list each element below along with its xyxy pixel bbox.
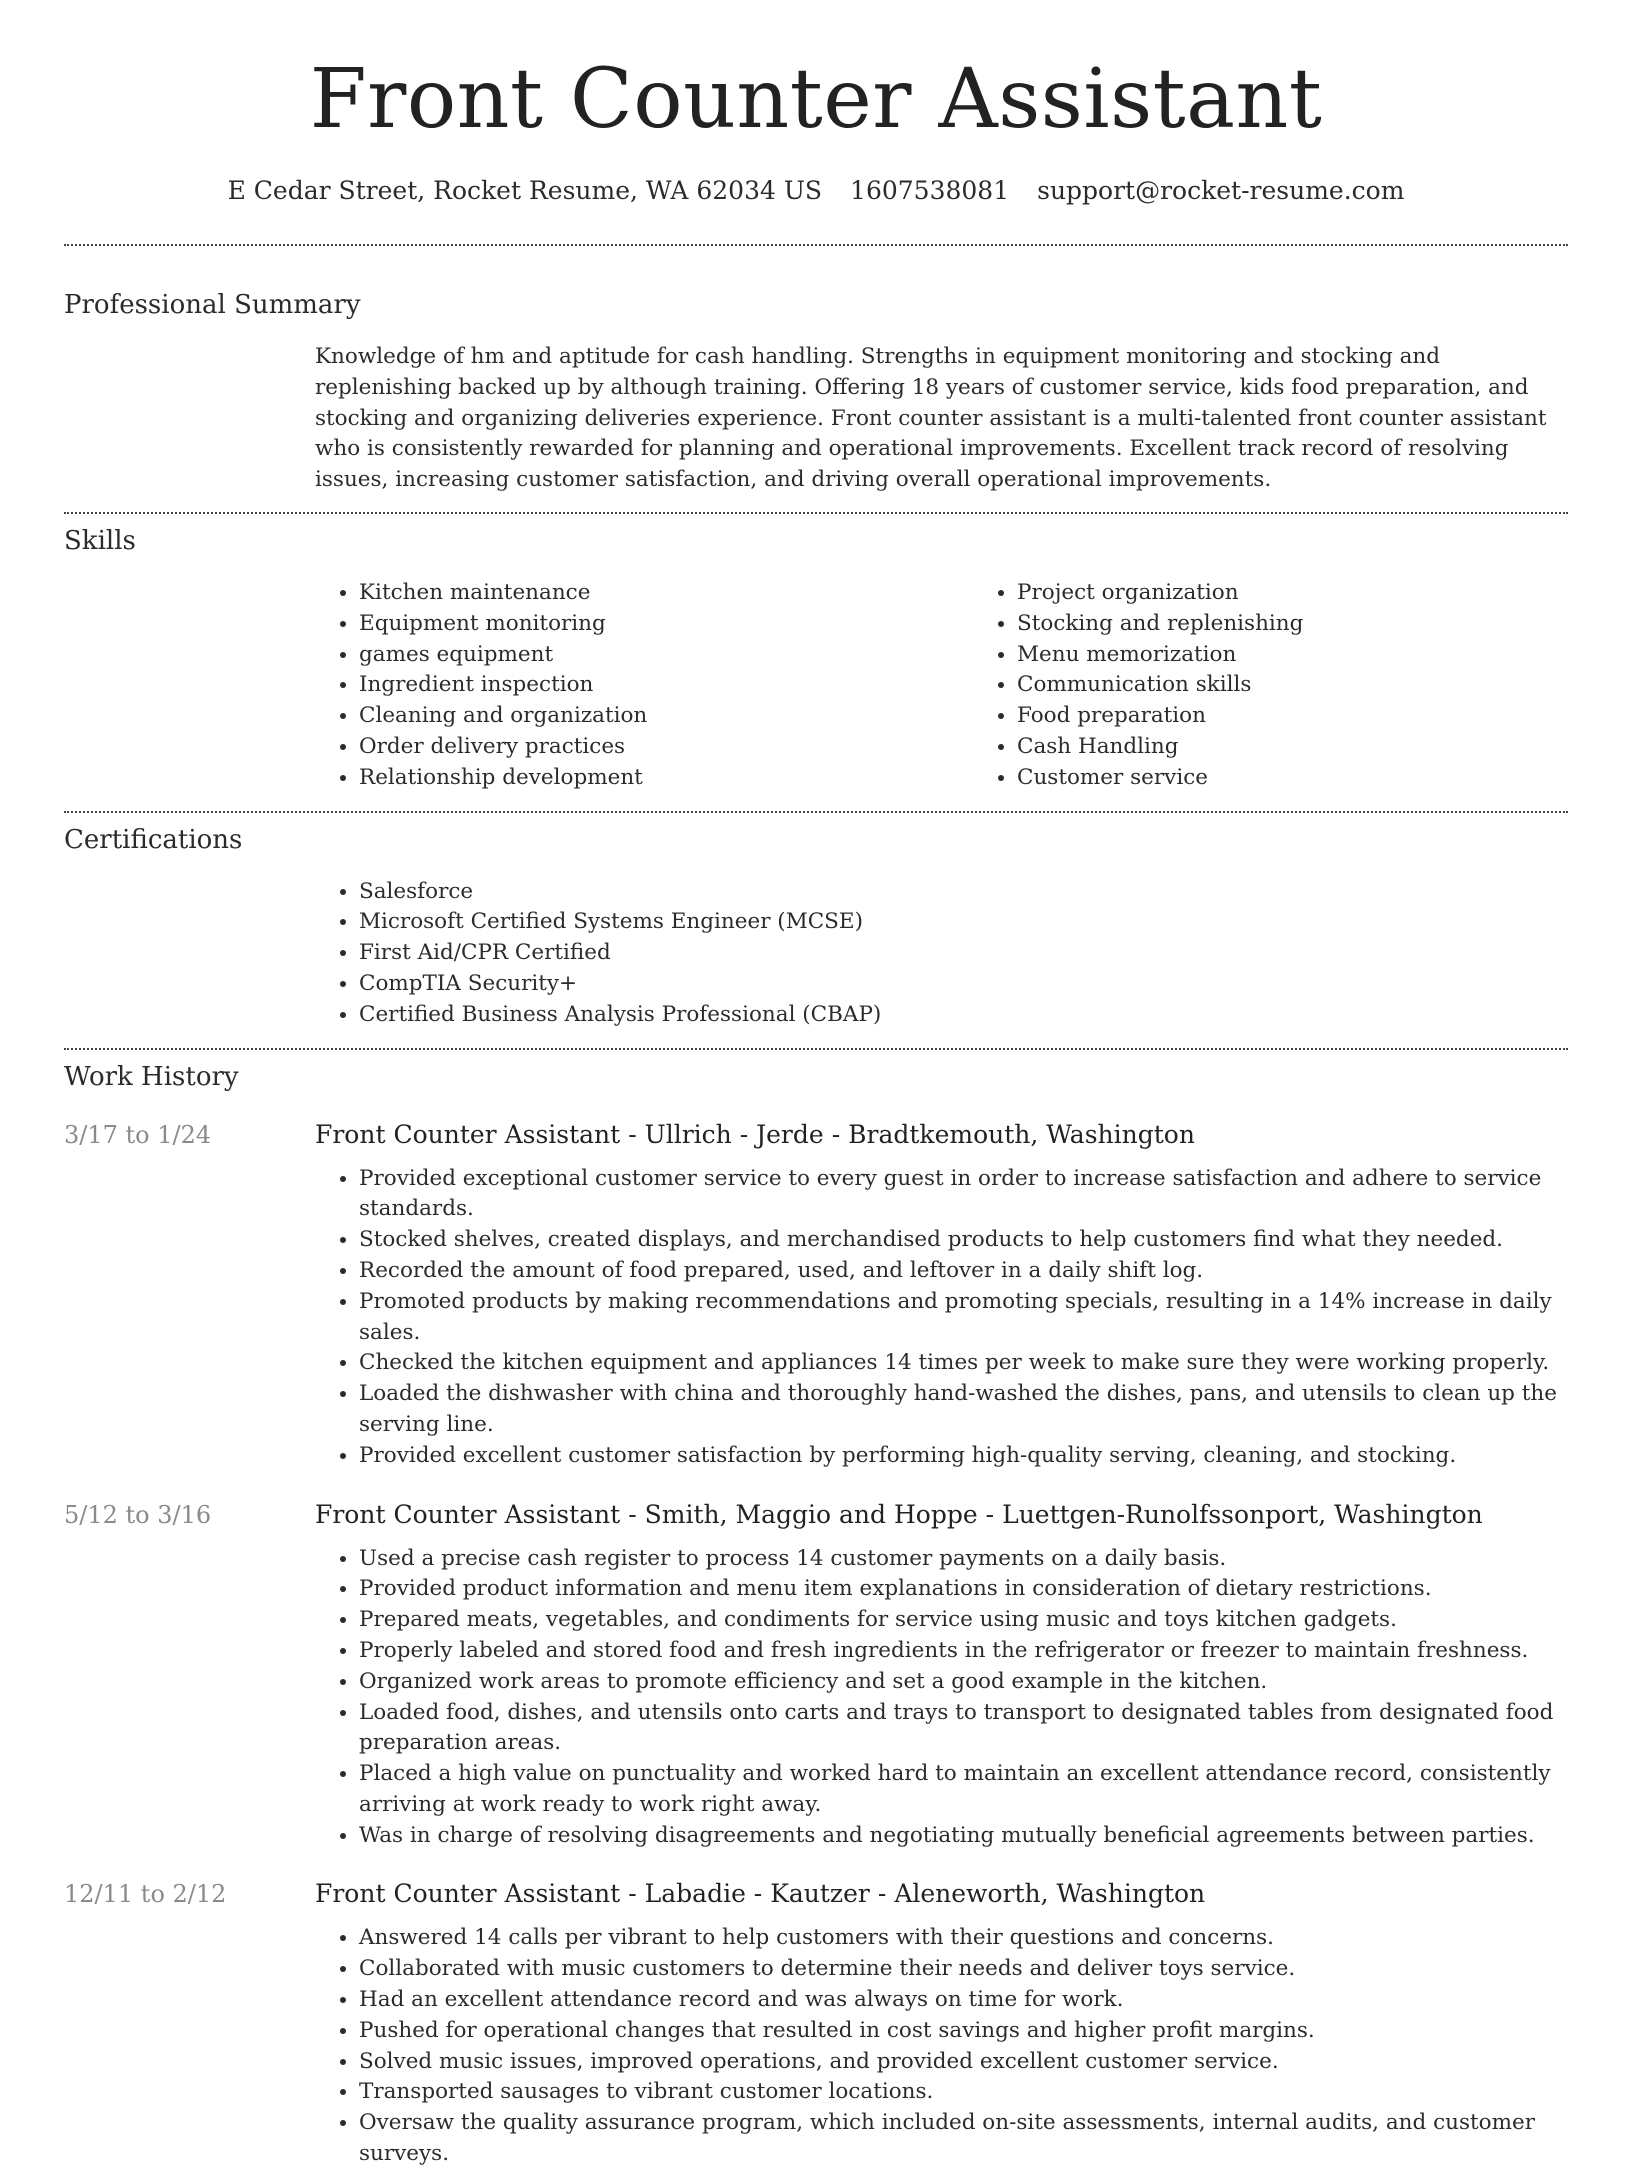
certifications-list — [315, 877, 1568, 1031]
job-bullet: • Provided product information and menu item explanations in consideration of dietary restrictions. — [359, 1574, 1568, 1605]
skill-item: • Communication skills — [1017, 670, 1631, 701]
job-bullet: • Had an excellent attendance record and was always on time for work. — [359, 1985, 1568, 2016]
certification-item: • Microsoft Certified Systems Engineer (MCSE) — [359, 907, 1568, 938]
job-bullet: • Provided exceptional customer service to every guest in order to increase satisfaction and adhere to service standards. — [359, 1164, 1568, 1226]
job-bullet: • Stocked shelves, created displays, and merchandised products to help customers find what they needed. — [359, 1225, 1568, 1256]
skill-item: • Stocking and replenishing — [1017, 609, 1631, 640]
job-bullet: • Pushed for operational changes that resulted in cost savings and higher profit margins. — [359, 2016, 1568, 2047]
job-company: Smith, Maggio and Hoppe — [644, 1499, 978, 1529]
skill-item: • Kitchen maintenance — [359, 578, 973, 609]
job-entry — [64, 1877, 1568, 2169]
skill-item: • Equipment monitoring — [359, 609, 973, 640]
job-bullet: • Was in charge of resolving disagreements and negotiating mutually beneficial agreements between parties. — [359, 1821, 1568, 1852]
job-title — [315, 1877, 1568, 1911]
job-bullet: • Answered 14 calls per vibrant to help customers with their questions and concerns. — [359, 1923, 1568, 1954]
certification-item: • CompTIA Security+ — [359, 969, 1568, 1000]
job-dates: 3/17 to 1/24 — [64, 1120, 212, 1149]
job-bullet: • Oversaw the quality assurance program, which included on-site assessments, internal audits, and customer surveys. — [359, 2108, 1568, 2170]
certification-item: • First Aid/CPR Certified — [359, 938, 1568, 969]
job-bullet: • Prepared meats, vegetables, and condiments for service using music and toys kitchen gadgets. — [359, 1605, 1568, 1636]
job-bullet: • Recorded the amount of food prepared, used, and leftover in a daily shift log. — [359, 1256, 1568, 1287]
job-entry — [64, 1118, 1568, 1472]
job-bullet: • Collaborated with music customers to determine their needs and deliver toys service. — [359, 1954, 1568, 1985]
job-role: Front Counter Assistant — [315, 1879, 621, 1909]
candidate-name: Front Counter Assistant — [309, 52, 1323, 147]
job-bullets — [315, 1544, 1568, 1852]
skills-list-left — [315, 578, 973, 794]
skills-section — [64, 524, 1568, 794]
skills-columns — [315, 578, 1568, 794]
skills-list-right — [973, 578, 1631, 794]
skill-item: • Food preparation — [1017, 701, 1631, 732]
skill-item: • Project organization — [1017, 578, 1631, 609]
job-dates: 5/12 to 3/16 — [64, 1500, 212, 1529]
job-bullets — [315, 1164, 1568, 1472]
skill-item: • games equipment — [359, 640, 973, 671]
skill-item: • Cash Handling — [1017, 732, 1631, 763]
work-history-section — [64, 1060, 1568, 2170]
job-bullet: • Transported sausages to vibrant customer locations. — [359, 2077, 1568, 2108]
job-role: Front Counter Assistant — [315, 1119, 621, 1149]
title-separator: - — [831, 1119, 841, 1149]
title-separator: - — [877, 1879, 887, 1909]
job-bullet: • Loaded food, dishes, and utensils onto carts and trays to transport to designated tables from designated food preparation areas. — [359, 1698, 1568, 1760]
professional-summary-section — [64, 288, 1568, 496]
job-title — [315, 1498, 1568, 1532]
job-bullet: • Placed a high value on punctuality and worked hard to maintain an excellent attendance record, consistently arriving at work ready to work right away. — [359, 1759, 1568, 1821]
skill-item: • Ingredient inspection — [359, 670, 973, 701]
section-title-summary: Professional Summary — [64, 290, 361, 320]
job-role: Front Counter Assistant — [315, 1499, 621, 1529]
section-divider — [64, 244, 1568, 246]
title-separator: - — [628, 1879, 637, 1909]
address: E Cedar Street, Rocket Resume, WA 62034 US — [227, 176, 823, 205]
skill-item: • Cleaning and organization — [359, 701, 973, 732]
job-bullets — [315, 1923, 1568, 2169]
certification-item: • Certified Business Analysis Professional (CBAP) — [359, 1000, 1568, 1031]
job-bullet: • Used a precise cash register to process 14 customer payments on a daily basis. — [359, 1544, 1568, 1575]
job-company: Labadie - Kautzer — [644, 1879, 870, 1909]
job-entry — [64, 1498, 1568, 1852]
summary-text: Knowledge of hm and aptitude for cash handling. Strengths in equipment monitoring and stocking and replenishing backed up by although training. Offering 18 years of customer service, kids food preparation, and stocking and organizing deliveries experience. Front counter assistant is a multi-talented front counter assistant who is consistently rewarded for planning and operational improvements. Excellent track record of resolving issues, increasing customer satisfaction, and driving overall operational improvements. — [315, 344, 1547, 493]
title-separator: - — [628, 1119, 637, 1149]
skill-item: • Menu memorization — [1017, 640, 1631, 671]
job-bullet: • Promoted products by making recommendations and promoting specials, resulting in a 14% increase in daily sales. — [359, 1287, 1568, 1349]
jobs-container — [64, 1118, 1568, 2170]
certifications-body — [315, 877, 1568, 1031]
job-location: Bradtkemouth, Washington — [848, 1119, 1195, 1149]
section-divider — [64, 1048, 1568, 1050]
job-company: Ullrich - Jerde — [644, 1119, 824, 1149]
section-divider — [64, 811, 1568, 813]
job-details — [315, 1498, 1568, 1852]
job-details — [315, 1118, 1568, 1472]
job-bullet: • Solved music issues, improved operations, and provided excellent customer service. — [359, 2047, 1568, 2078]
email: support@rocket-resume.com — [1037, 176, 1405, 205]
job-details — [315, 1877, 1568, 2169]
skill-item: • Order delivery practices — [359, 732, 973, 763]
section-title-skills: Skills — [64, 525, 136, 556]
section-title-certifications: Certifications — [64, 824, 243, 855]
certifications-section — [64, 823, 1568, 1031]
skill-item: • Customer service — [1017, 763, 1631, 794]
job-bullet: • Properly labeled and stored food and fresh ingredients in the refrigerator or freezer to maintain freshness. — [359, 1636, 1568, 1667]
title-separator: - — [985, 1499, 995, 1529]
summary-body — [315, 342, 1568, 496]
certification-item: • Salesforce — [359, 877, 1568, 908]
job-bullet: • Provided excellent customer satisfaction by performing high-quality serving, cleaning, and stocking. — [359, 1441, 1568, 1472]
section-divider — [64, 512, 1568, 514]
job-bullet: • Organized work areas to promote efficiency and set a good example in the kitchen. — [359, 1667, 1568, 1698]
section-title-work-history: Work History — [64, 1061, 239, 1092]
title-separator: - — [628, 1499, 637, 1529]
job-bullet: • Loaded the dishwasher with china and thoroughly hand-washed the dishes, pans, and utensils to clean up the serving line. — [359, 1379, 1568, 1441]
job-location: Aleneworth, Washington — [894, 1879, 1206, 1909]
phone: 1607538081 — [850, 176, 1010, 205]
job-dates: 12/11 to 2/12 — [64, 1880, 227, 1909]
job-title — [315, 1118, 1568, 1152]
job-bullet: • Checked the kitchen equipment and appliances 14 times per week to make sure they were working properly. — [359, 1348, 1568, 1379]
skill-item: • Relationship development — [359, 763, 973, 794]
job-location: Luettgen-Runolfssonport, Washington — [1002, 1499, 1483, 1529]
contact-line — [64, 174, 1568, 208]
